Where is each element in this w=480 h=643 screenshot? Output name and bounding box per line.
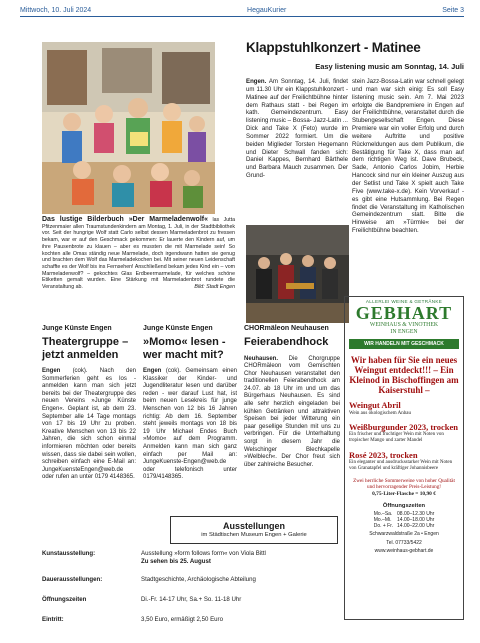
exhibition-value <box>141 550 338 565</box>
ad-website: www.weinhaus-gebhart.de <box>374 547 434 554</box>
exhibition-key: Öffnungszeiten <box>42 596 87 603</box>
photo-caption <box>42 217 235 291</box>
main-col1-text: Am Sonntag, 14. Juli, findet um 11.30 Uhr ein Klappstuhlkonzert - Matinee auf der Freilichtbühne hinter dem Rathaus statt - bei Regen im kath. Gemeindezentrum. Easy listening music – Bossa- Jazz-Latin ... Dick and Take X (Feto) wurde im Sommer 2022 formiert. Um die beiden Miglieder Torsten Hegemann und Dieter Schwall fanden sich: Daniel Kappes, Bernhard Bärthele und Barbara Mauch zusammen. Der Grund- <box>246 78 348 180</box>
ad-block <box>349 451 459 473</box>
caption-credit: Bild: Stadt Engen <box>194 284 235 291</box>
article-text: (cok). Gemeinsam einen Klassiker der Kinder- und Jugendliteratur lesen und darüber reden - wer darauf Lust hat, ist beim neuen Lesekreis für junge Menschen von 12 bis 16 Jahren richtig: Ab dem 16. September steht jeweils montags von 18 bis 19 Uhr Michael Endes Buch »Momo« auf dem Programm. Anmelden kann man sich ganz einfach per Mail an: JungeKuenste-Engen@web.de oder telefonisch unter 0179/4148365. <box>143 368 237 481</box>
ad-block-text: Ein frischer und fruchtiger Wein mit Noten von tropischer Mango und zarter Mandel <box>349 432 444 444</box>
ad-block-title: Rosé 2023, trocken <box>349 449 418 460</box>
ad-brand: GEBHART <box>355 303 453 323</box>
exhibition-row <box>42 550 338 565</box>
article-momo <box>143 325 237 482</box>
exhibition-value: 3,50 Euro, ermäßigt 2,50 Euro <box>141 616 223 623</box>
hours-day: Mo.–Sa. <box>373 511 393 518</box>
exhibition-value-line: Ausstellung »form follows form« von Viola Bittl <box>141 550 266 557</box>
issue-date: Mittwoch, 10. Juli 2024 <box>20 6 92 14</box>
ad-headline: Wir haben für Sie ein neues Weingut entdeckt!!! – Ein Kleinod in Bischoffingen am Kaiserstuhl – <box>349 355 459 395</box>
main-subheadline: Easy listening music am Sonntag, 14. Juli <box>315 62 464 71</box>
article-dateline: Engen <box>143 368 162 374</box>
ad-block <box>349 401 459 417</box>
exhibitions-header <box>170 516 338 544</box>
caption-body: las Jutta Pfitzenmaier allen Traumstundenkindern am Montag, 1. Juli, in der Stadtbibliothek vor. Seit der hungrige Wolf statt Carlo selbst dessen Marmeladenbrot zu fressen bekam, war er auf den Geschmack gekommen: Er lauerte den Kindern auf, um ihre Pausenbrote zu klauen – aber es mussten die mit Marmelade sein! So kochten alle Omas ständig neue Marmelade, doch irgendwann hatten sie genug und brachten dem Wolf das Marmeladekochen bei. Mit seiner neuen Leidenschaft schaffte es der Wolf bis ins Fernsehen! Anschließend bekam jedes Kind ein – vom Marmeladenwolf? – gekochtes Glas Erdbeermarmelade, für welches schöne Etiketten gemalt wurden. Eine Stärkung mit Marmeladenbrot rundete die Veranstaltung ab. <box>42 217 235 291</box>
ad-hours-title: Öffnungszeiten <box>382 503 426 510</box>
band-photo <box>246 225 349 323</box>
article-text: (cok). Nach den Sommerferien geht es los - anmelden kann man sich jetzt bereits bei der Theatergruppe des neuen Vereins »Junge Künste Engen«. Geplant ist, ab dem 23. September alle 14 Tage montags von 17 bis 19 Uhr zu proben. Kreative Menschen von 13 bis 22 Jahren, die sich schon einmal informieren möchten oder bereits wissen, dass sie dabei sein wollen, schreiben einfach eine E-Mail an: JungeKuensteEngen@web.de oder rufen an unter 0179 4148365. <box>42 368 136 481</box>
article-kicker: Junge Künste Engen <box>42 325 112 332</box>
ad-address: Schwarzwaldstraße 2a • Engen <box>369 531 439 538</box>
caption-lead: Das lustige Bilderbuch »Der Marmeladenwolf« <box>42 216 208 223</box>
article-kicker: CHORmäleon Neuhausen <box>244 325 329 332</box>
exhibition-key: Kunstausstellung: <box>42 550 96 557</box>
hours-day: Do. + Fr. <box>373 523 394 530</box>
ad-block <box>349 423 459 445</box>
ad-block-title: Weingut Abril <box>349 400 401 410</box>
ad-slogan: WIR HANDELN MIT GESCHMACK <box>349 339 459 349</box>
exhibition-value: Di.-Fr. 14-17 Uhr, Sa.+ So. 11-18 Uhr <box>141 596 242 603</box>
paper-name: HegauKurier <box>247 6 287 14</box>
page-header <box>20 4 464 16</box>
ad-brand-sub: WEINHAUS & VINOTHEK <box>369 322 439 328</box>
story-time-photo <box>42 42 215 214</box>
header-rule <box>20 16 464 17</box>
ad-block-text: Wein aus ökologischem Anbau <box>349 410 411 416</box>
main-article-col1 <box>246 78 348 180</box>
exhibition-key: Dauerausstellungen: <box>42 576 103 583</box>
article-feierabendhock <box>244 325 340 469</box>
ad-block-text: Ein eleganter und ausdrucksstarker Wein mit Noten von Granatapfel und kräftiger Johannisbeere <box>349 460 453 472</box>
article-title: Feierabendhock <box>244 336 329 348</box>
main-headline: Klappstuhlkonzert - Matinee <box>246 40 421 55</box>
article-body <box>244 356 340 470</box>
ad-price: 0,75-Liter-Flasche = 10,90 € <box>372 491 436 498</box>
article-kicker: Junge Künste Engen <box>143 325 213 332</box>
article-theatergruppe <box>42 325 136 482</box>
exhibition-value: Stadtgeschichte, Archäologische Abteilung <box>141 576 256 583</box>
article-title: Theatergruppe – jetzt anmelden <box>42 336 129 361</box>
ad-offer: Zwei herrliche Sommerweine von hoher Qualität und hervorragender Preis-Leistung! <box>353 477 455 490</box>
exhibitions-box <box>42 516 338 641</box>
article-body <box>143 368 237 482</box>
ad-city: IN ENGEN <box>390 329 418 335</box>
exhibition-row <box>42 596 338 604</box>
ad-block-title: Weißburgunder 2023, trocken <box>349 421 459 432</box>
exhibition-value-line2: Zu sehen bis 25. August <box>141 557 211 565</box>
hours-time: 08.00–12.30 Uhr <box>397 511 435 518</box>
article-title: »Momo« lesen - wer macht mit? <box>143 336 226 361</box>
gebhart-advertisement <box>344 296 464 620</box>
ad-phone: Tel. 07733/5422 <box>386 539 422 546</box>
hours-day: Mo.–Mi. <box>373 517 392 524</box>
main-article-col2: stein Jazz-Bossa-Latin war schnell gelegt und man war sich einig: Es soll Easy listening music sein. Am 7. Mai 2023 erfolgte die Bandpremiere in Engen auf der Freilichtbühne, veranstaltet durch die Stubengesellschaft Engen. Diese Premiere war ein voller Erfolg und durch weitere Auftritte und positive Rückmeldungen aus dem Publikum, die Bestätigung für Take X, dass man auf dem richtigen Weg ist. Dave Brubeck, Sade, Antonio Carlos Jobim, Herbie Hancock sind nur ein kleiner Auszug aus der Setlist und Take X spielt auch Take Five (www.take-x.de). Kein Vorverkauf - es gibt eine Hutsammlung. Bei Regen findet die Veranstaltung im Katholischen Gemeindezentrum statt. Bitte die Hinweise am »Türmle« bei der Freilichtbühne beachten. <box>352 78 464 235</box>
article-dateline: Engen <box>42 368 61 374</box>
ad-hours-table <box>372 511 437 529</box>
page-number: Seite 3 <box>442 6 464 14</box>
exhibition-row <box>42 576 338 584</box>
article-text: Die Chorgruppe CHORmäleon vom Gemischten Chor Neuhausen veranstaltet den traditionellen Feierabendhock am 24.07. ab 18 Uhr im und um das Bürgerhaus Neuhausen. Es sind alle sehr herzlich eingeladen bei kühlen Getränken und attraktiven Speisen bei jeder Witterung ein paar gesellige Stunden mit uns zu verbringen. Für die Unterhaltung sorgt in diesem Jahr die Welschinger Blechkapelle »Welblech«. Der Chor freut sich über zahlreiche Besucher. <box>244 355 341 468</box>
exhibitions-subtitle: im Städtischen Museum Engen + Galerie <box>201 532 307 538</box>
exhibition-row <box>42 616 338 624</box>
exhibition-key: Eintritt: <box>42 616 64 623</box>
main-dateline: Engen. <box>246 78 267 85</box>
article-dateline: Neuhausen. <box>244 355 279 362</box>
ad-arc-text: ALLERLEI WEINE & GETRÄNKE <box>365 299 443 304</box>
hours-time: 14.00–22.00 Uhr <box>397 523 435 530</box>
article-body <box>42 368 136 482</box>
hours-time: 14.00–18.00 Uhr <box>397 517 435 524</box>
hours-row <box>372 523 437 529</box>
exhibitions-title: Ausstellungen <box>222 521 285 531</box>
